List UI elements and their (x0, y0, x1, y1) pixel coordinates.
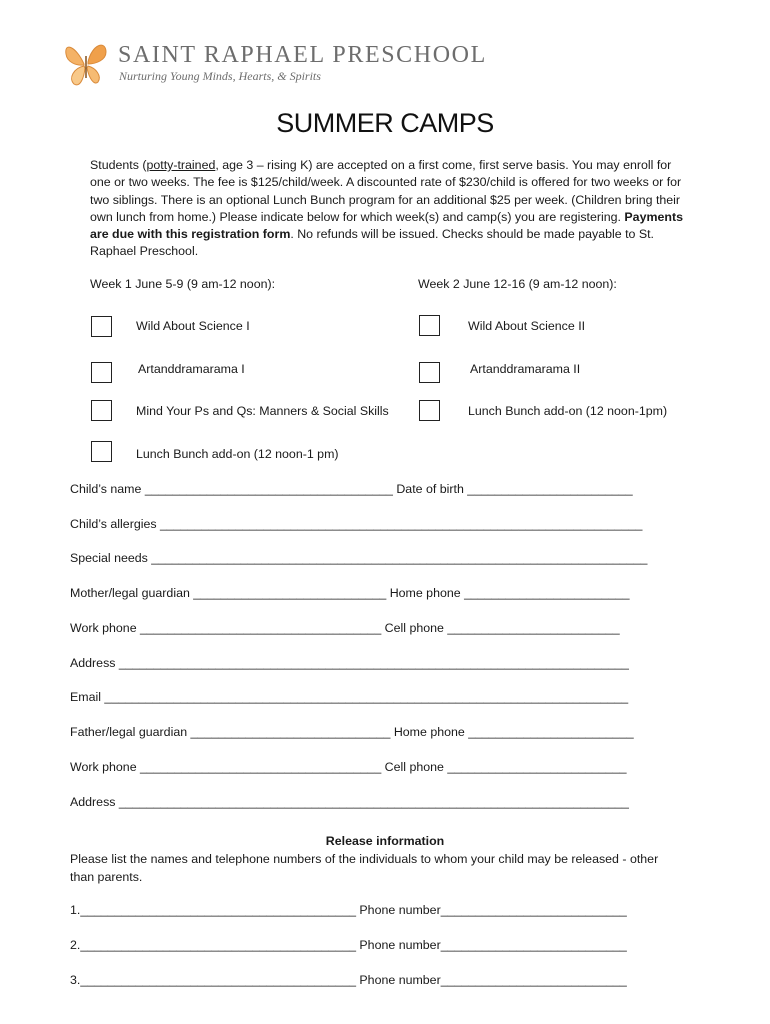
butterfly-icon (62, 38, 110, 88)
email-field[interactable]: Email ____________________________________________________________________________ (70, 690, 629, 704)
childs-name-field[interactable]: Child’s name ____________________________________ Date of birth ________________________ (70, 482, 633, 496)
option-week1-manners: Mind Your Ps and Qs: Manners & Social Skills (136, 404, 389, 418)
school-name: SAINT RAPHAEL PRESCHOOL (118, 42, 487, 68)
week1-heading: Week 1 June 5-9 (9 am-12 noon): (90, 277, 276, 291)
option-week1-lunch: Lunch Bunch add-on (12 noon-1 pm) (136, 447, 339, 461)
mother-guardian-field[interactable]: Mother/legal guardian ____________________________ Home phone ________________________ (70, 586, 630, 600)
father-guardian-field[interactable]: Father/legal guardian _____________________________ Home phone ________________________ (70, 725, 634, 739)
option-week2-art: Artanddramarama II (470, 362, 581, 376)
option-week1-science: Wild About Science I (136, 319, 250, 333)
potty-trained-text: potty-trained (146, 158, 216, 172)
checkbox-week1-lunch[interactable] (91, 441, 112, 462)
release-title: Release information (325, 834, 445, 848)
checkbox-week1-manners[interactable] (91, 400, 112, 421)
address-field-2[interactable]: Address __________________________________________________________________________ (70, 795, 629, 809)
work-phone-field-1[interactable]: Work phone ___________________________________ Cell phone _________________________ (70, 621, 620, 635)
work-phone-field-2[interactable]: Work phone ___________________________________ Cell phone __________________________ (70, 760, 627, 774)
checkbox-week1-art[interactable] (91, 362, 112, 383)
intro-paragraph: Students (potty-trained, age 3 – rising K) are accepted on a first come, first serve basis. You may enroll for one or two weeks. The fee is $125/child/week. A discounted rate of $230/child is offered for two weeks or for two siblings. There is an optional Lunch Bunch program for an additional $25 per week. (Children bring their own lunch from home.) Please indicate below for which week(s) and camp(s) you are registering. Payments are due with this registration form. No refunds will be issued. Checks should be made payable to St. Raphael Preschool. (90, 158, 683, 259)
release-contact-2[interactable]: 2.________________________________________ Phone number___________________________ (70, 938, 627, 952)
release-instructions: Please list the names and telephone numbers of the individuals to whom your child may be released - other than parents. (70, 852, 659, 884)
allergies-field[interactable]: Child’s allergies ______________________________________________________________________ (70, 517, 643, 531)
checkbox-week2-science[interactable] (419, 315, 440, 336)
release-contact-1[interactable]: 1.________________________________________ Phone number___________________________ (70, 903, 627, 917)
school-tagline: Nurturing Young Minds, Hearts, & Spirits (119, 69, 321, 83)
checkbox-week2-art[interactable] (419, 362, 440, 383)
special-needs-field[interactable]: Special needs ________________________________________________________________________ (70, 551, 648, 565)
option-week2-science: Wild About Science II (468, 319, 586, 333)
option-week1-art: Artanddramarama I (138, 362, 245, 376)
checkbox-week2-lunch[interactable] (419, 400, 440, 421)
checkbox-week1-science[interactable] (91, 316, 112, 337)
option-week2-lunch: Lunch Bunch add-on (12 noon-1pm) (468, 404, 668, 418)
payments-note: Payments are due with this registration form (90, 209, 683, 242)
release-contact-3[interactable]: 3.________________________________________ Phone number___________________________ (70, 973, 627, 987)
address-field-1[interactable]: Address __________________________________________________________________________ (70, 656, 629, 670)
week2-heading: Week 2 June 12-16 (9 am-12 noon): (418, 277, 617, 291)
page-title: SUMMER CAMPS (276, 108, 494, 138)
